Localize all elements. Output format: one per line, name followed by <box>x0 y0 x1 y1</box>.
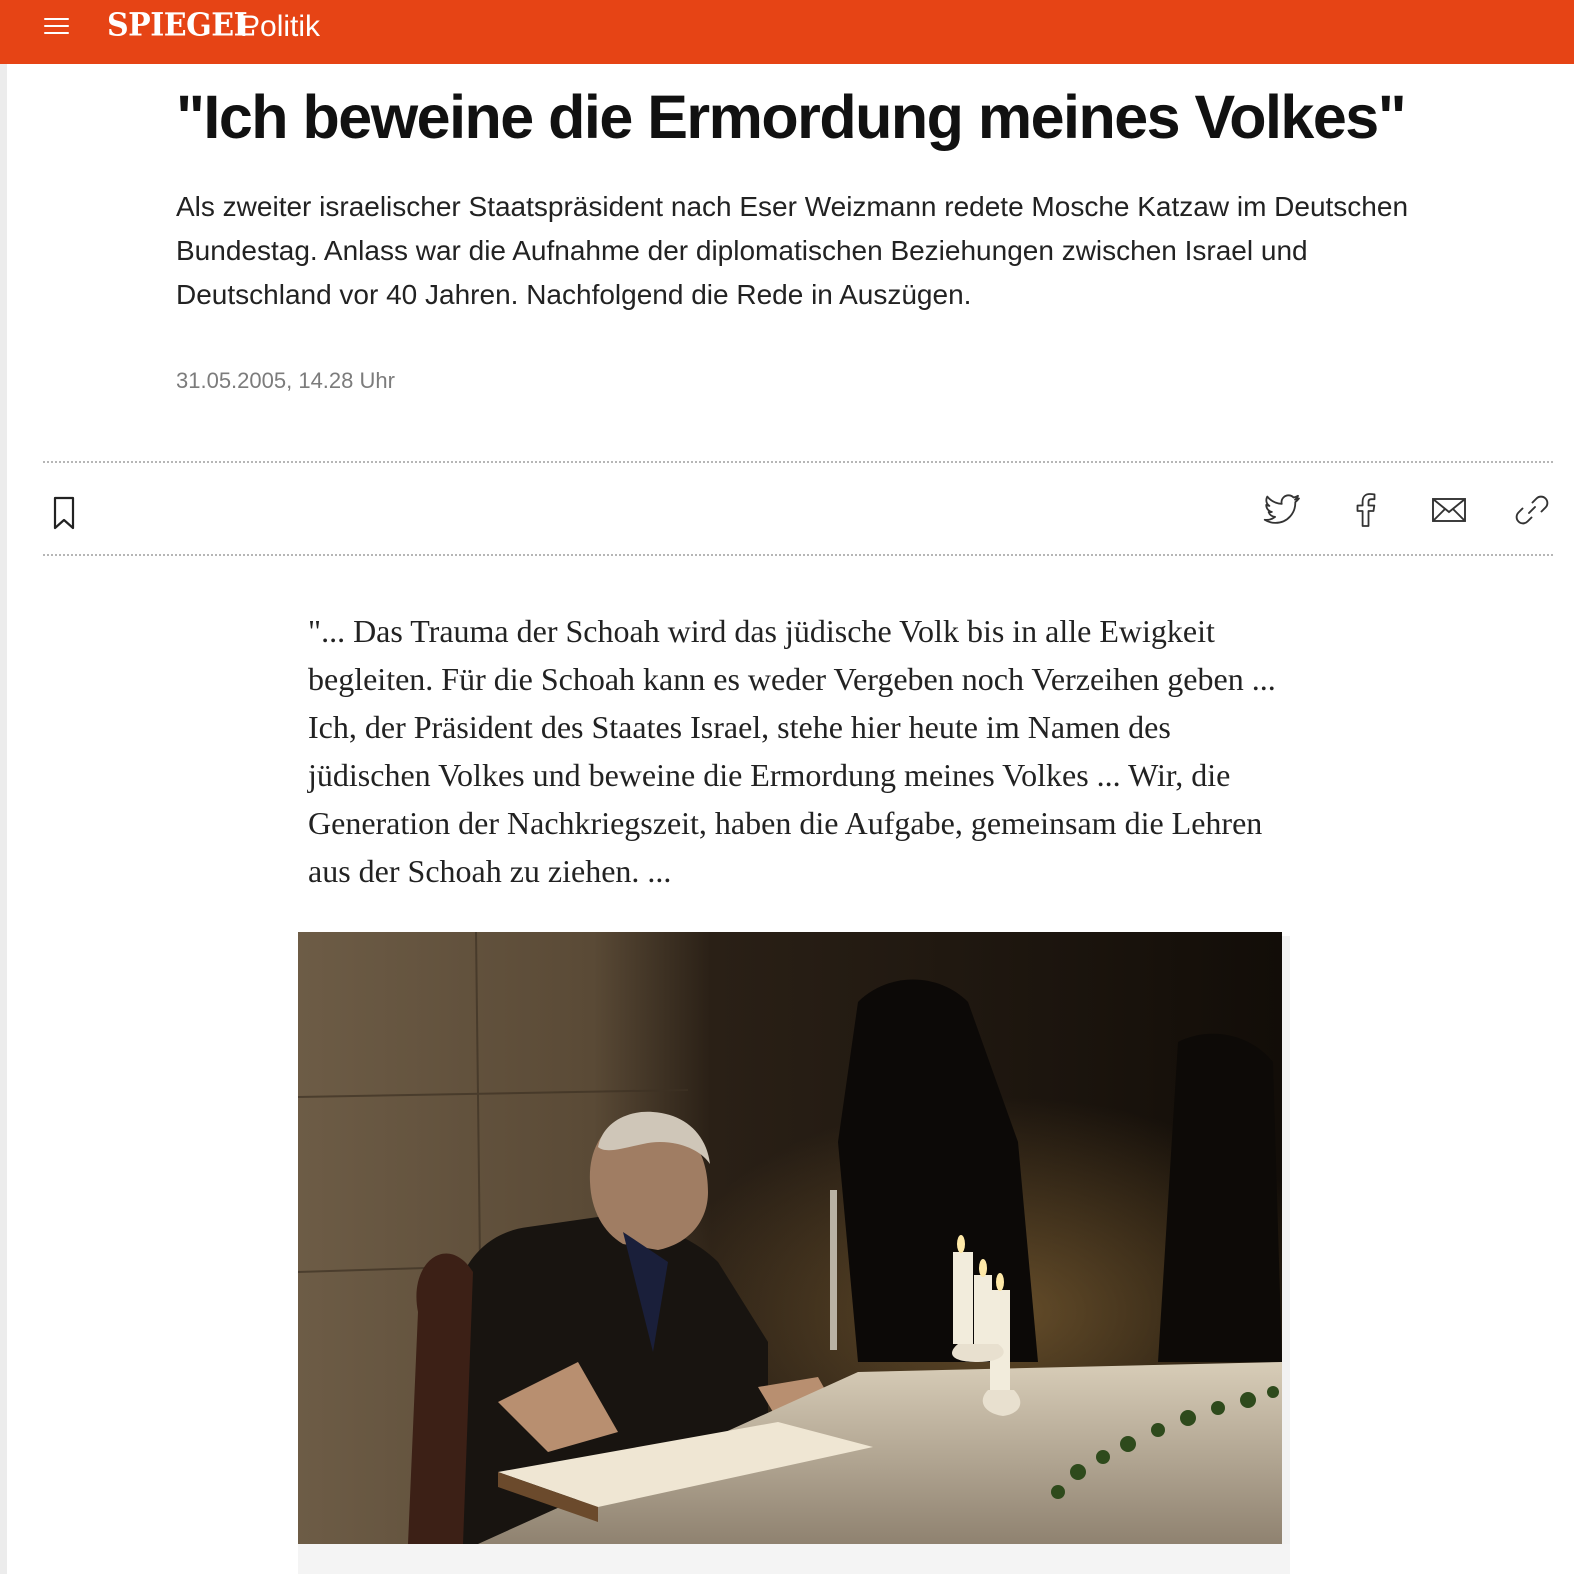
bookmark-icon[interactable] <box>46 494 86 534</box>
hamburger-menu-icon[interactable] <box>38 14 76 40</box>
article-lead: Als zweiter israelischer Staatspräsident nach Eser Weizmann redete Mosche Katzaw im Deutschen Bundestag. Anlass war die Aufnahme der diplomatischen Beziehungen zwischen Israel und Deutschland vor 40 Jahren. Nachfolgend die Rede in Auszügen. <box>176 191 1409 310</box>
mail-icon[interactable] <box>1429 490 1469 530</box>
twitter-icon[interactable] <box>1263 490 1303 530</box>
divider-top <box>43 461 1553 463</box>
article-body: "... Das Trauma der Schoah wird das jüdische Volk bis in alle Ewigkeit begleiten. Für die Schoah kann es weder Vergeben noch Verzeihen geben ... Ich, der Präsident des Staates Israel, stehe hier heute im Namen des jüdischen Volkes und beweine die Ermordung meines Volkes ... Wir, die Generation der Nachkriegszeit, haben die Aufgabe, gemeinsam die Lehren aus der Schoah zu ziehen. ... <box>308 613 1276 889</box>
photo-caption-area <box>298 1544 1290 1574</box>
photo-frame-shade <box>1282 936 1290 1544</box>
facebook-icon[interactable] <box>1346 490 1386 530</box>
brand-logo[interactable]: SPIEGEL <box>107 7 255 44</box>
article-title: "Ich beweine die Ermordung meines Volkes" <box>176 83 1406 151</box>
section-label[interactable]: Politik <box>240 10 321 43</box>
publish-date: 31.05.2005, 14.28 Uhr <box>176 368 395 393</box>
top-navigation-bar <box>0 0 1574 64</box>
divider-bottom <box>43 554 1553 556</box>
link-icon[interactable] <box>1512 490 1552 530</box>
page-edge-shade <box>0 64 7 1574</box>
article-photo[interactable] <box>298 932 1282 1544</box>
